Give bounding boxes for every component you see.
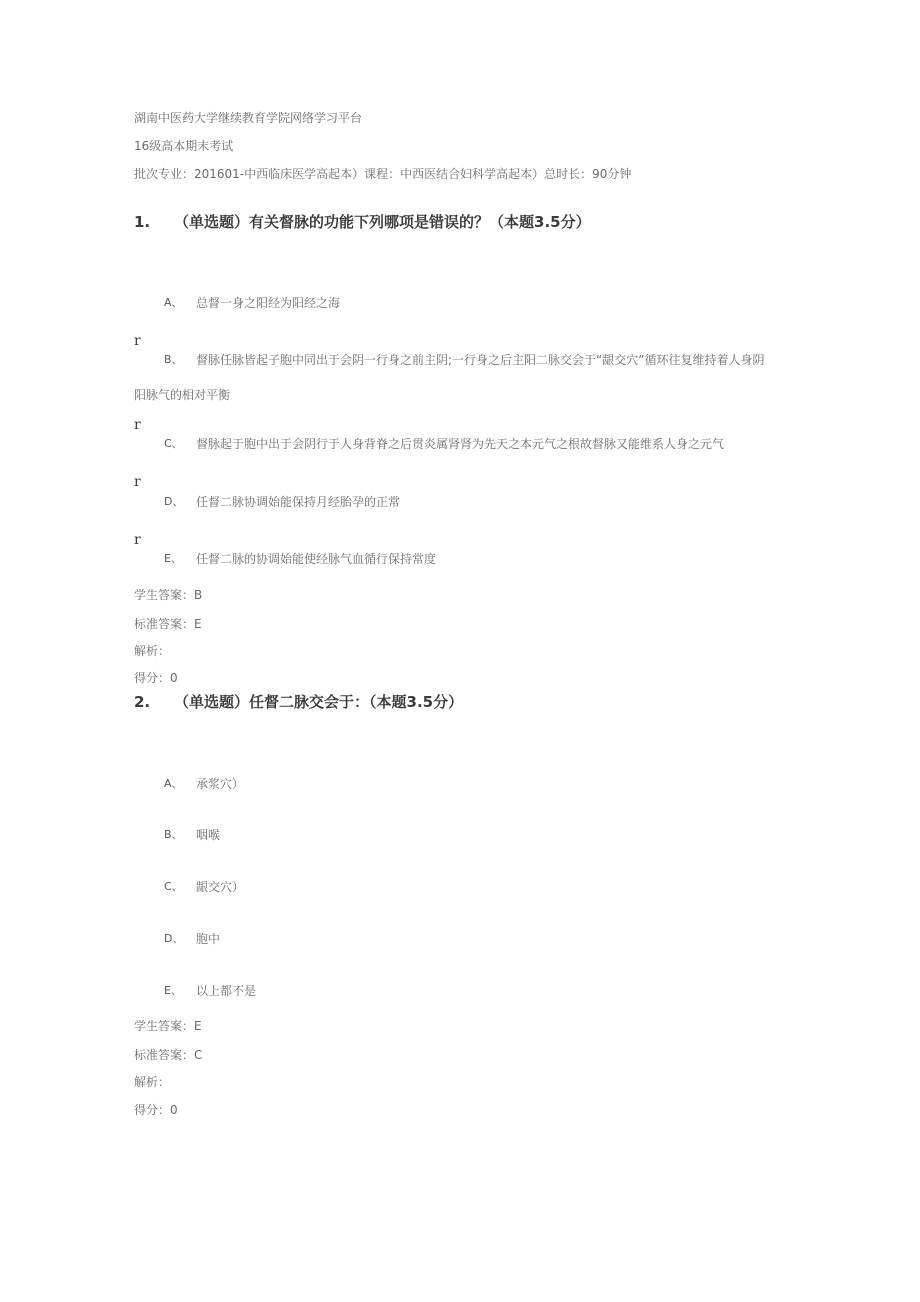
score: 得分：0 xyxy=(134,1103,178,1117)
radio-icon[interactable]: r xyxy=(134,417,141,433)
student-answer: 学生答案：E xyxy=(134,1019,202,1033)
score: 得分：0 xyxy=(134,671,178,685)
option-c-text[interactable]: 督脉起于胞中出于会阴行于人身背脊之后贯炎属肾肾为先天之本元气之根故督脉又能维系人身之元气 xyxy=(196,437,725,451)
batch-info: 批次专业：201601-中西临床医学高起本）课程：中西医结合妇科学高起本）总时长：90分钟 xyxy=(134,167,632,181)
question-2-title xyxy=(134,693,463,711)
option-a-text[interactable]: 总督一身之阳经为阳经之海 xyxy=(196,296,341,310)
radio-icon[interactable]: r xyxy=(134,474,141,490)
question-number: 1. xyxy=(134,213,151,231)
option-letter: C、 xyxy=(164,880,183,893)
option-letter: C、 xyxy=(164,437,183,450)
option-letter: B、 xyxy=(164,828,183,841)
option-letter: E、 xyxy=(164,552,182,565)
standard-answer: 标准答案：C xyxy=(134,1048,203,1062)
option-c-text[interactable]: 龈交穴） xyxy=(196,880,245,894)
option-b-text[interactable]: 督脉任脉皆起子胞中同出于会阴一行身之前主阴;一行身之后主阳二脉交会于“龈交穴”循环往复维持着人身阴 xyxy=(196,353,765,367)
option-letter: B、 xyxy=(164,353,183,366)
question-1-title xyxy=(134,213,591,231)
option-a-text[interactable]: 承浆穴） xyxy=(196,777,245,791)
question-number: 2. xyxy=(134,693,151,711)
option-letter: D、 xyxy=(164,495,184,508)
option-letter: A、 xyxy=(164,296,183,309)
option-b-text-continued: 阳脉气的相对平衡 xyxy=(134,388,231,402)
analysis: 解析： xyxy=(134,1075,171,1089)
platform-name: 湖南中医药大学继续教育学院网络学习平台 xyxy=(134,111,363,125)
standard-answer: 标准答案：E xyxy=(134,617,202,631)
option-d-text[interactable]: 任督二脉协调始能保持月经胎孕的正常 xyxy=(196,495,401,509)
option-letter: D、 xyxy=(164,932,184,945)
option-letter: E、 xyxy=(164,984,182,997)
exam-title: 16级高本期末考试 xyxy=(134,139,234,153)
option-b-text[interactable]: 咽喉 xyxy=(196,828,221,842)
option-d-text[interactable]: 胞中 xyxy=(196,932,221,946)
student-answer: 学生答案：B xyxy=(134,588,203,602)
question-text: （单选题）任督二脉交会于：（本题3.5分） xyxy=(174,693,464,711)
option-e-text[interactable]: 任督二脉的协调始能使经脉气血循行保持常度 xyxy=(196,552,437,566)
option-letter: A、 xyxy=(164,777,183,790)
option-e-text[interactable]: 以上都不是 xyxy=(196,984,257,998)
radio-icon[interactable]: r xyxy=(134,532,141,548)
question-text: （单选题）有关督脉的功能下列哪项是错误的？（本题3.5分） xyxy=(174,213,591,231)
radio-icon[interactable]: r xyxy=(134,333,141,349)
analysis: 解析： xyxy=(134,644,171,658)
